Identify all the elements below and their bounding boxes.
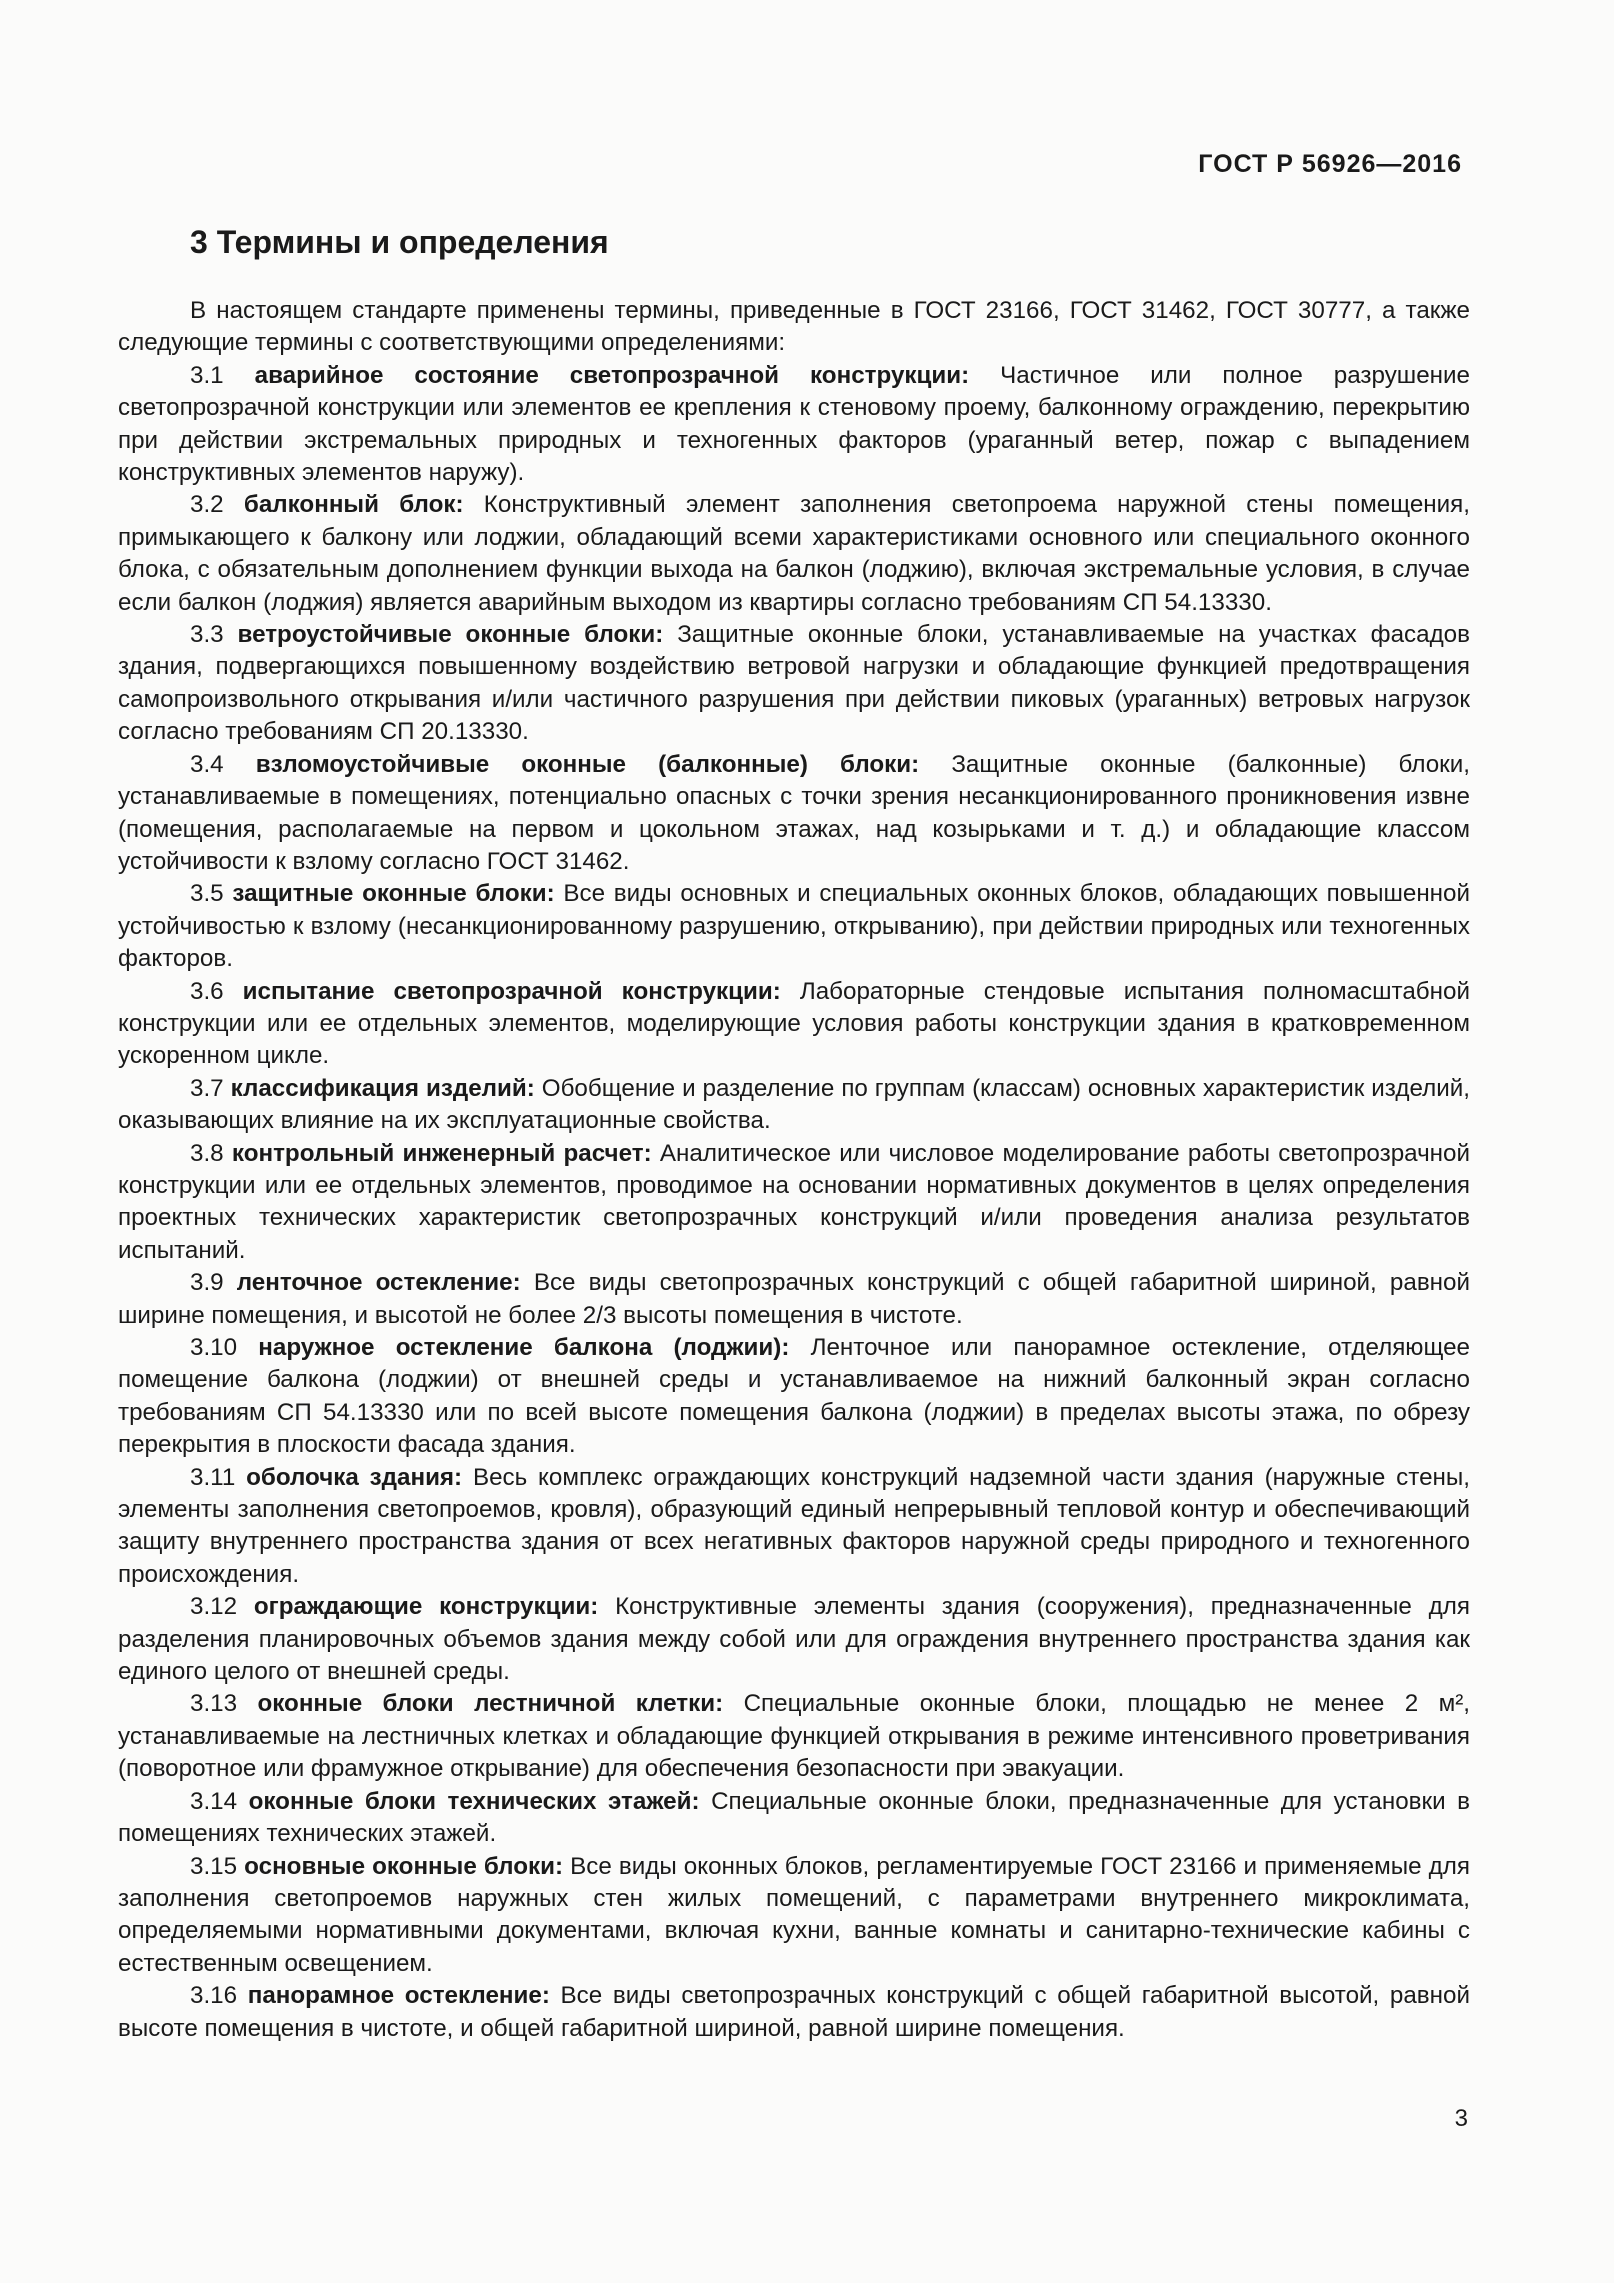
term-3-15: [118, 1851, 1470, 1981]
term-3-5: [118, 878, 1470, 975]
term-name: основные оконные блоки:: [244, 1852, 564, 1880]
term-definition: Защитные оконные блоки, устанавливаемые на участках фасадов здания, подвергающихся повышенному воздействию ветровой нагрузки и обладающие функцией предотвращения самопроизвольного открывания и/или частичного разрушения при действии пиковых (ураганных) ветровых нагрузок согласно требованиям СП 20.13330.: [118, 621, 1470, 746]
intro-paragraph: В настоящем стандарте применены термины, приведенные в ГОСТ 23166, ГОСТ 31462, ГОСТ 30777, а также следующие термины с соответствующими определениями:: [118, 297, 1470, 357]
term-number: 3.7: [190, 1074, 224, 1102]
term-name: защитные оконные блоки:: [232, 880, 555, 908]
term-number: 3.1: [190, 361, 224, 389]
term-definition: Частичное или полное разрушение светопрозрачной конструкции или элементов ее крепления к стеновому проему, балконному ограждению, перекрытию при действии экстремальных природных и техногенных факторов (ураганный ветер, пожар с выпадением конструктивных элементов наружу).: [118, 361, 1470, 487]
term-definition: Специальные оконные блоки, предназначенные для установки в помещениях технических этажей.: [118, 1787, 1470, 1848]
term-3-11: [118, 1462, 1470, 1592]
term-name: оболочка здания:: [246, 1463, 463, 1491]
term-name: оконные блоки технических этажей:: [248, 1787, 700, 1815]
term-3-12: [118, 1591, 1470, 1688]
term-number: 3.9: [190, 1269, 224, 1297]
term-name: наружное остекление балкона (лоджии):: [258, 1334, 790, 1361]
term-number: 3.15: [190, 1852, 238, 1880]
term-3-3: [118, 619, 1470, 749]
term-3-4: [118, 749, 1470, 879]
term-name: испытание светопрозрачной конструкции:: [242, 977, 781, 1005]
term-number: 3.10: [190, 1334, 238, 1361]
term-name: ограждающие конструкции:: [253, 1593, 599, 1621]
term-definition: Все виды светопрозрачных конструкций с общей габаритной высотой, равной высоте помещения в чистоте, и общей габаритной шириной, равной ширине помещения.: [118, 1982, 1470, 2042]
term-name: контрольный инженерный расчет:: [231, 1139, 652, 1167]
term-definition: Аналитическое или числовое моделирование работы светопрозрачной конструкции или ее отдельных элементов, проводимое на основании нормативных документов в целях определения проектных технических характеристик светопрозрачных конструкций и/или проведения анализа результатов испытаний.: [118, 1139, 1470, 1264]
term-3-1: [118, 360, 1470, 490]
term-number: 3.11: [190, 1463, 236, 1491]
term-definition: Весь комплекс ограждающих конструкций надземной части здания (наружные стены, элементы заполнения светопроемов, кровля), образующий единый непрерывный тепловой контур и обеспечивающий защиту внутреннего пространства здания от всех негативных факторов наружной среды природного и техногенного происхождения.: [118, 1463, 1470, 1588]
section-title: 3 Термины и определения: [190, 224, 609, 260]
document-code: ГОСТ Р 56926—2016: [1198, 150, 1462, 178]
term-name: аварийное состояние светопрозрачной конструкции:: [254, 361, 970, 389]
term-3-8: [118, 1138, 1470, 1268]
term-number: 3.4: [190, 750, 224, 778]
term-number: 3.3: [190, 621, 224, 649]
term-number: 3.5: [190, 880, 224, 908]
term-definition: Специальные оконные блоки, площадью не менее 2 м², устанавливаемые на лестничных клетках и обладающие функцией открывания в режиме интенсивного проветривания (поворотное или фрамужное открывание) для обеспечения безопасности при эвакуации.: [118, 1690, 1470, 1783]
term-3-16: [118, 1980, 1470, 2045]
term-3-7: [118, 1073, 1470, 1138]
term-definition: Обобщение и разделение по группам (классам) основных характеристик изделий, оказывающих влияние на их эксплуатационные свойства.: [118, 1074, 1470, 1135]
term-definition: Все виды основных и специальных оконных блоков, обладающих повышенной устойчивостью к взлому (несанкционированному разрушению, открыванию), при действии природных или техногенных факторов.: [118, 880, 1470, 973]
term-number: 3.13: [190, 1690, 238, 1718]
term-definition: Конструктивный элемент заполнения светопроема наружной стены помещения, примыкающего к балкону или лоджии, обладающий всеми характеристиками основного или специального оконного блока, с обязательным дополнением функции выхода на балкон (лоджию), включая экстремальные условия, в случае если балкон (лоджия) является аварийным выходом из квартиры согласно требованиям СП 54.13330.: [118, 491, 1470, 616]
term-definition: Ленточное или панорамное остекление, отделяющее помещение балкона (лоджии) от внешней среды и устанавливаемое на нижний балконный экран согласно требованиям СП 54.13330 или по всей высоте помещения балкона (лоджии) в пределах высоты этажа, по обрезу перекрытия в плоскости фасада здания.: [118, 1334, 1470, 1459]
term-definition: Конструктивные элементы здания (сооружения), предназначенные для разделения планировочных объемов здания между собой или для ограждения внутреннего пространства здания как единого целого от внешней среды.: [118, 1593, 1470, 1686]
term-name: взломоустойчивые оконные (балконные) блоки:: [255, 750, 920, 778]
term-name: классификация изделий:: [230, 1074, 535, 1102]
term-3-6: [118, 976, 1470, 1073]
term-definition: Лабораторные стендовые испытания полномасштабной конструкции или ее отдельных элементов, моделирующие условия работы конструкции здания в кратковременном ускоренном цикле.: [118, 977, 1470, 1070]
term-definition: Все виды оконных блоков, регламентируемые ГОСТ 23166 и применяемые для заполнения светопроемов наружных стен жилых помещений, с параметрами внутреннего микроклимата, определяемыми нормативными документами, включая кухни, ванные комнаты и санитарно-технические кабины с естественным освещением.: [118, 1852, 1470, 1977]
term-number: 3.6: [190, 977, 224, 1005]
page-number: 3: [1454, 2105, 1468, 2132]
term-3-14: [118, 1786, 1470, 1851]
term-3-9: [118, 1267, 1470, 1332]
term-number: 3.12: [190, 1593, 238, 1621]
term-name: ленточное остекление:: [236, 1269, 521, 1297]
term-name: балконный блок:: [243, 491, 464, 519]
term-number: 3.2: [190, 491, 224, 519]
term-name: оконные блоки лестничной клетки:: [257, 1690, 724, 1718]
term-3-13: [118, 1688, 1470, 1785]
term-number: 3.14: [190, 1787, 238, 1815]
term-name: ветроустойчивые оконные блоки:: [237, 621, 664, 649]
term-number: 3.8: [190, 1139, 224, 1167]
term-definition: Все виды светопрозрачных конструкций с общей габаритной шириной, равной ширине помещения, и высотой не более 2/3 высоты помещения в чистоте.: [118, 1269, 1470, 1329]
term-definition: Защитные оконные (балконные) блоки, устанавливаемые в помещениях, потенциально опасных с точки зрения несанкционированного проникновения извне (помещения, располагаемые на первом и цокольном этажах, над козырьками и т. д.) и обладающие классом устойчивости к взлому согласно ГОСТ 31462.: [118, 750, 1470, 875]
term-number: 3.16: [190, 1982, 238, 2010]
term-name: панорамное остекление:: [247, 1982, 550, 2010]
terms-content: [118, 295, 1470, 2045]
term-3-2: [118, 489, 1470, 619]
term-3-10: [118, 1332, 1470, 1462]
